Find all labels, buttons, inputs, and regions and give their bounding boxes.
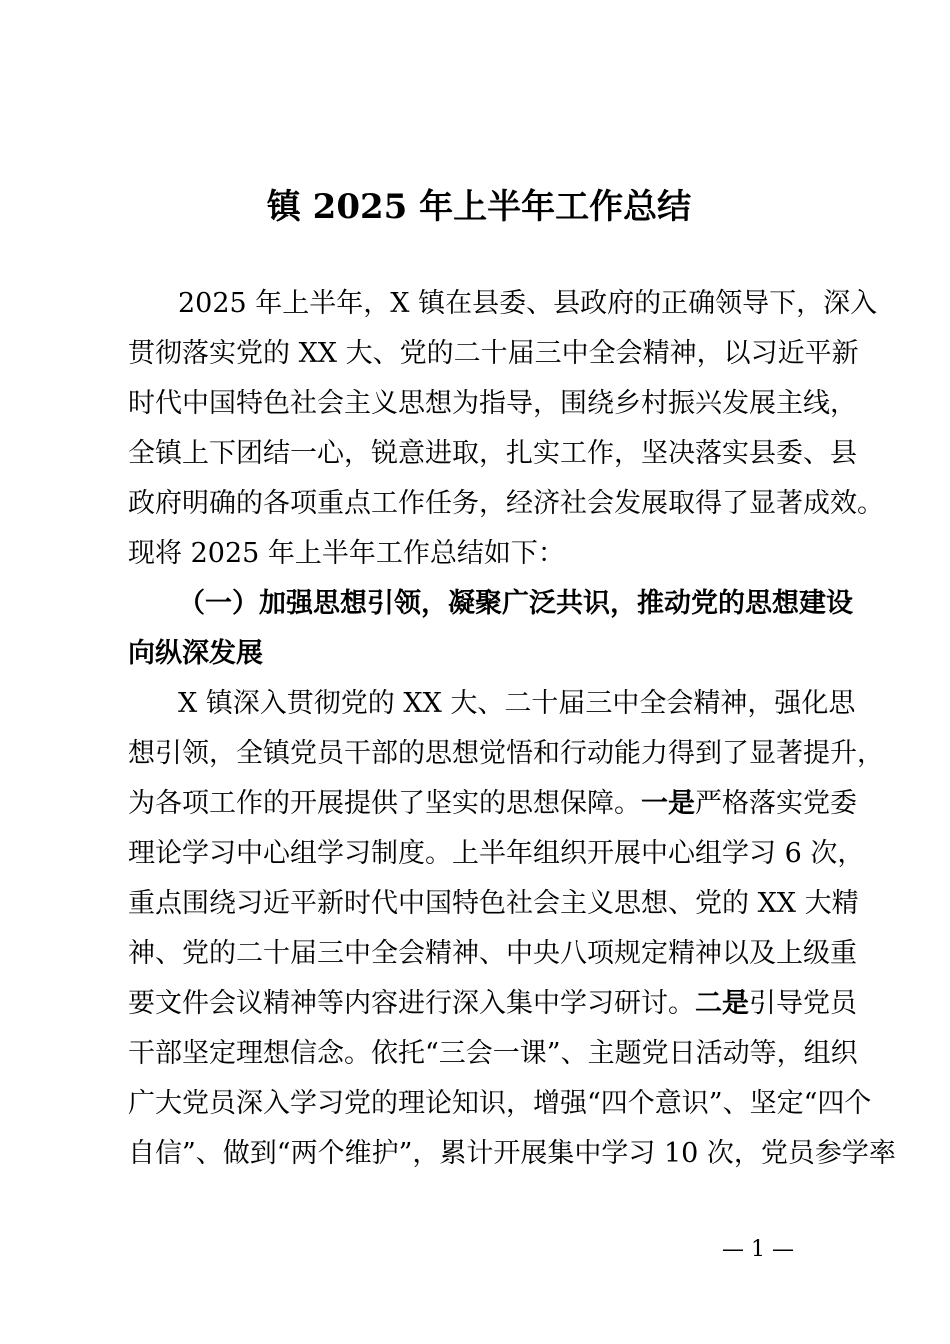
paragraph-line: 时代中国特色社会主义思想为指导，围绕乡村振兴发展主线， xyxy=(128,388,857,419)
section-heading: （一）加强思想引领，凝聚广泛共识，推动党的思想建设 xyxy=(178,588,853,619)
paragraph-line: 想引领，全镇党员干部的思想觉悟和行动能力得到了显著提升， xyxy=(128,738,884,769)
text: 为各项工作的开展提供了坚实的思想保障。 xyxy=(128,788,641,819)
section-heading: 向纵深发展 xyxy=(128,638,263,669)
document-title: 镇 2025 年上半年工作总结 xyxy=(266,187,692,227)
text: 引导党员 xyxy=(749,988,857,1019)
paragraph-line: 贯彻落实党的 XX 大、党的二十届三中全会精神，以习近平新 xyxy=(128,338,859,369)
paragraph-line: 自信”、做到“两个维护”，累计开展集中学习 10 次，党员参学率 xyxy=(128,1138,896,1169)
paragraph-line: 理论学习中心组学习制度。上半年组织开展中心组学习 6 次， xyxy=(128,838,865,869)
paragraph-line: 神、党的二十届三中全会精神、中央八项规定精神以及上级重 xyxy=(128,938,857,969)
paragraph-line: X 镇深入贯彻党的 XX 大、二十届三中全会精神，强化思 xyxy=(178,688,856,719)
paragraph-line: 2025 年上半年，X 镇在县委、县政府的正确领导下，深入 xyxy=(178,288,878,319)
text: 严格落实党委 xyxy=(695,788,857,819)
paragraph-line: 广大党员深入学习党的理论知识，增强“四个意识”、坚定“四个 xyxy=(128,1088,872,1119)
text: 要文件会议精神等内容进行深入集中学习研讨。 xyxy=(128,988,695,1019)
paragraph-line xyxy=(128,786,857,822)
paragraph-line: 政府明确的各项重点工作任务，经济社会发展取得了显著成效。 xyxy=(128,488,884,519)
page-number: — 1 — xyxy=(722,1237,794,1262)
paragraph-line: 现将 2025 年上半年工作总结如下： xyxy=(128,538,565,569)
bold-marker: 二是 xyxy=(695,988,749,1019)
paragraph-line: 干部坚定理想信念。依托“三会一课”、主题党日活动等，组织 xyxy=(128,1038,858,1069)
bold-marker: 一是 xyxy=(641,788,695,819)
paragraph-line: 重点围绕习近平新时代中国特色社会主义思想、党的 XX 大精 xyxy=(128,888,859,919)
paragraph-line: 全镇上下团结一心，锐意进取，扎实工作，坚决落实县委、县 xyxy=(128,438,857,469)
paragraph-line xyxy=(128,986,857,1022)
